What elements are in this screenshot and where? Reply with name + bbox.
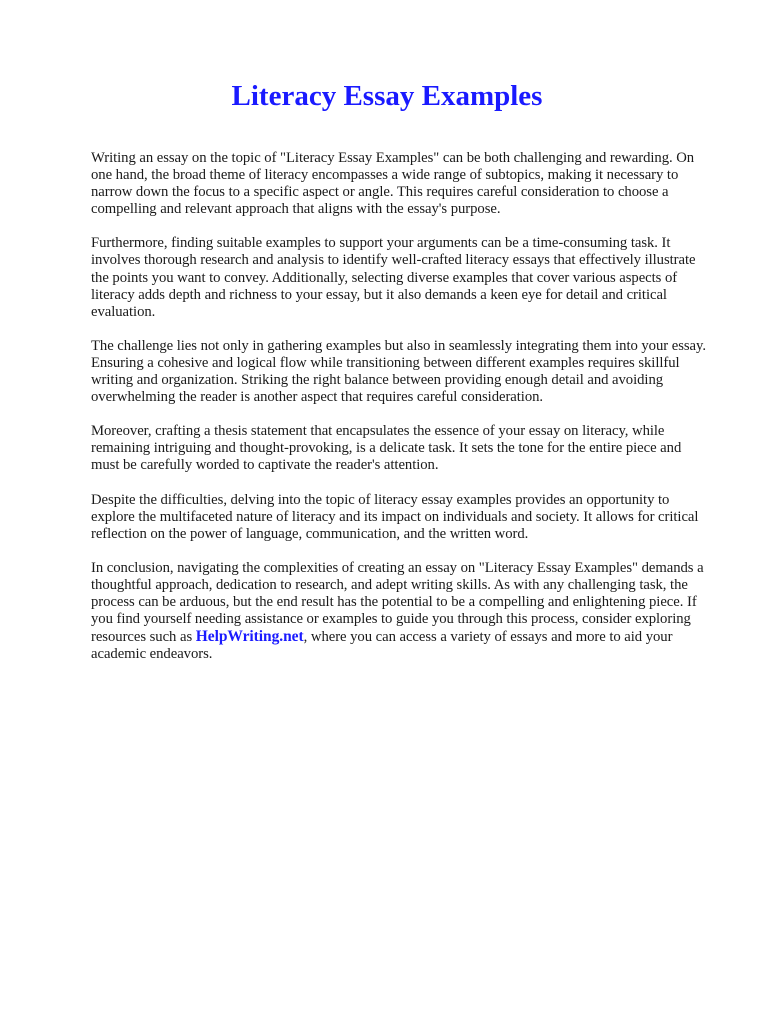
paragraph-4: Moreover, crafting a thesis statement that encapsulates the essence of your essay on literacy, while remaining intriguing and thought-provoking, is a delicate task. It sets the tone for the entire piece and must be carefully worded to captivate the reader's attention. bbox=[91, 423, 682, 474]
helpwriting-link[interactable]: HelpWriting.net bbox=[195, 628, 304, 646]
paragraph-1: Writing an essay on the topic of "Literacy Essay Examples" can be both challenging and rewarding. On one hand, the broad theme of literacy encompasses a wide range of subtopics, making it necessary to narrow down the focus to a specific aspect or angle. This requires careful consideration to choose a compelling and relevant approach that aligns with the essay's purpose. bbox=[91, 150, 695, 218]
paragraph-conclusion bbox=[91, 560, 713, 664]
paragraph-2: Furthermore, finding suitable examples to support your arguments can be a time-consuming task. It involves thorough research and analysis to identify well-crafted literacy essays that effectively illustrate the points you want to convey. Additionally, selecting diverse examples that cover various aspects of literacy adds depth and richness to your essay, but it also demands a keen eye for detail and critical evaluation. bbox=[91, 235, 696, 320]
paragraph-5: Despite the difficulties, delving into the topic of literacy essay examples provides an opportunity to explore the multifaceted nature of literacy and its impact on individuals and society. It allows for critical reflection on the power of language, communication, and the written word. bbox=[91, 491, 699, 542]
conclusion-text-after-link: , where you can access a variety of essays and more to aid your academic endeavors. bbox=[91, 629, 673, 663]
page-title: Literacy Essay Examples bbox=[231, 80, 543, 112]
paragraph-3: The challenge lies not only in gathering examples but also in seamlessly integrating them into your essay. Ensuring a cohesive and logical flow while transitioning between different examples requires skillful writing and organization. Striking the right balance between providing enough detail and avoiding overwhelming the reader is another aspect that requires careful consideration. bbox=[91, 337, 706, 406]
conclusion-text-before-link: In conclusion, navigating the complexities of creating an essay on "Literacy Essay Examples" demands a thoughtful approach, dedication to research, and adept writing skills. As with any challenging task, the process can be arduous, but the end result has the potential to be a compelling and enlightening piece. If you find yourself needing assistance or examples to guide you through this process, consider exploring resources such as bbox=[91, 559, 704, 646]
